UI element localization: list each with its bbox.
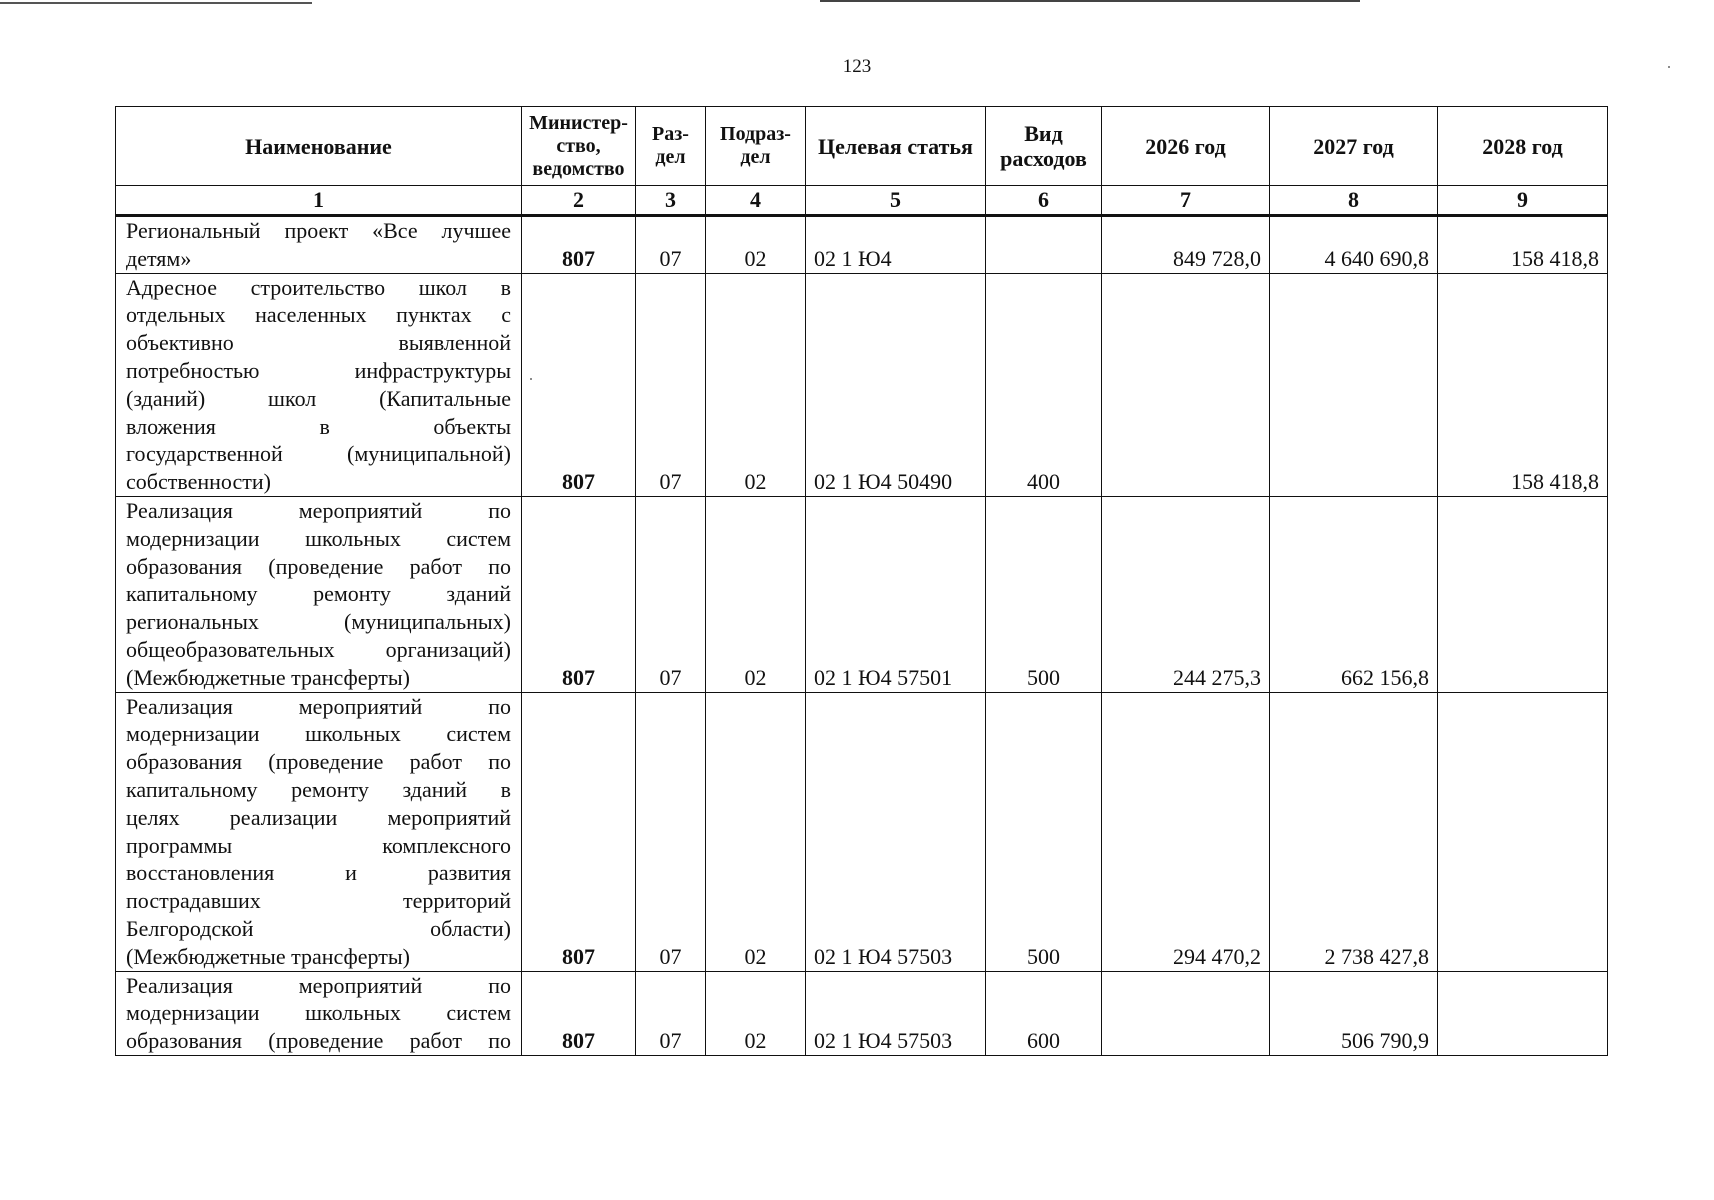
table-row bbox=[116, 692, 1608, 971]
cell-target-article: 02 1 Ю4 57503 bbox=[806, 971, 986, 1055]
cell-amount-2027: 506 790,9 bbox=[1270, 971, 1438, 1055]
name-line: объективно выявленной bbox=[126, 330, 511, 356]
cell-expense-type: 400 bbox=[986, 273, 1102, 496]
cell-expense-type: 500 bbox=[986, 496, 1102, 692]
name-line: (Межбюджетные трансферты) bbox=[126, 943, 410, 969]
name-line: Реализация мероприятий по bbox=[126, 497, 511, 523]
column-number: 4 bbox=[706, 186, 806, 216]
cell-amount-2026 bbox=[1102, 273, 1270, 496]
cell-subsection: 02 bbox=[706, 496, 806, 692]
name-line: общеобразовательных организаций) bbox=[126, 636, 511, 662]
name-line: капитальному ремонту зданий bbox=[126, 581, 511, 607]
cell-expense-type: 500 bbox=[986, 692, 1102, 971]
column-number: 8 bbox=[1270, 186, 1438, 216]
cell-amount-2027 bbox=[1270, 273, 1438, 496]
name-line: пострадавших территорий bbox=[126, 888, 511, 914]
cell-expense-type: 600 bbox=[986, 971, 1102, 1055]
header-ministry: Министер-ство, ведомство bbox=[522, 107, 636, 186]
cell-ministry: 807 bbox=[522, 692, 636, 971]
cell-amount-2028 bbox=[1438, 692, 1608, 971]
name-line: образования (проведение работ по bbox=[126, 749, 511, 775]
table-row bbox=[116, 273, 1608, 496]
name-line: детям» bbox=[126, 245, 192, 271]
cell-subsection: 02 bbox=[706, 971, 806, 1055]
cell-name bbox=[116, 216, 522, 274]
cell-subsection: 02 bbox=[706, 273, 806, 496]
header-subsection: Подраз-дел bbox=[706, 107, 806, 186]
table-row bbox=[116, 216, 1608, 274]
name-line: программы комплексного bbox=[126, 832, 511, 858]
name-line: Реализация мероприятий по bbox=[126, 693, 511, 719]
cell-subsection: 02 bbox=[706, 692, 806, 971]
name-line: модернизации школьных систем bbox=[126, 721, 511, 747]
cell-amount-2027: 662 156,8 bbox=[1270, 496, 1438, 692]
cell-subsection: 02 bbox=[706, 216, 806, 274]
cell-ministry: 807 bbox=[522, 273, 636, 496]
cell-target-article: 02 1 Ю4 bbox=[806, 216, 986, 274]
column-number-row bbox=[116, 186, 1608, 216]
cell-target-article: 02 1 Ю4 50490 bbox=[806, 273, 986, 496]
header-section: Раз-дел bbox=[636, 107, 706, 186]
cell-name bbox=[116, 692, 522, 971]
cell-amount-2026 bbox=[1102, 971, 1270, 1055]
cell-ministry: 807 bbox=[522, 496, 636, 692]
name-line: отдельных населенных пунктах с bbox=[126, 302, 511, 328]
cell-name bbox=[116, 273, 522, 496]
cell-section: 07 bbox=[636, 216, 706, 274]
cell-amount-2028 bbox=[1438, 496, 1608, 692]
name-line: целях реализации мероприятий bbox=[126, 804, 511, 830]
header-row bbox=[116, 107, 1608, 186]
cell-target-article: 02 1 Ю4 57501 bbox=[806, 496, 986, 692]
cell-amount-2027: 2 738 427,8 bbox=[1270, 692, 1438, 971]
name-line: (Межбюджетные трансферты) bbox=[126, 664, 410, 690]
name-line: восстановления и развития bbox=[126, 860, 511, 886]
scan-artifact-line bbox=[0, 2, 312, 4]
cell-amount-2028: 158 418,8 bbox=[1438, 273, 1608, 496]
name-line: Адресное строительство школ в bbox=[126, 274, 511, 300]
name-line: модернизации школьных систем bbox=[126, 525, 511, 551]
header-name: Наименование bbox=[116, 107, 522, 186]
header-year-2027: 2027 год bbox=[1270, 107, 1438, 186]
cell-section: 07 bbox=[636, 496, 706, 692]
cell-section: 07 bbox=[636, 971, 706, 1055]
header-target-article: Целевая статья bbox=[806, 107, 986, 186]
cell-amount-2028 bbox=[1438, 971, 1608, 1055]
cell-amount-2027: 4 640 690,8 bbox=[1270, 216, 1438, 274]
name-line: вложения в объекты bbox=[126, 413, 511, 439]
cell-ministry: 807 bbox=[522, 216, 636, 274]
column-number: 3 bbox=[636, 186, 706, 216]
column-number: 9 bbox=[1438, 186, 1608, 216]
name-line: модернизации школьных систем bbox=[126, 1000, 511, 1026]
cell-amount-2026: 849 728,0 bbox=[1102, 216, 1270, 274]
name-line: образования (проведение работ по bbox=[126, 1028, 511, 1054]
cell-target-article: 02 1 Ю4 57503 bbox=[806, 692, 986, 971]
column-number: 1 bbox=[116, 186, 522, 216]
name-line: образования (проведение работ по bbox=[126, 553, 511, 579]
column-number: 6 bbox=[986, 186, 1102, 216]
name-line: Реализация мероприятий по bbox=[126, 972, 511, 998]
name-line: государственной (муниципальной) bbox=[126, 441, 511, 467]
table-row bbox=[116, 496, 1608, 692]
header-year-2026: 2026 год bbox=[1102, 107, 1270, 186]
header-expense-type: Вид расходов bbox=[986, 107, 1102, 186]
cell-name bbox=[116, 971, 522, 1055]
column-number: 5 bbox=[806, 186, 986, 216]
scan-artifact-line bbox=[820, 0, 1360, 2]
header-year-2028: 2028 год bbox=[1438, 107, 1608, 186]
name-line: собственности) bbox=[126, 469, 271, 495]
name-line: потребностью инфраструктуры bbox=[126, 357, 511, 383]
name-line: региональных (муниципальных) bbox=[126, 609, 511, 635]
cell-amount-2026: 294 470,2 bbox=[1102, 692, 1270, 971]
name-line: Белгородской области) bbox=[126, 915, 511, 941]
table-row bbox=[116, 971, 1608, 1055]
cell-section: 07 bbox=[636, 692, 706, 971]
cell-section: 07 bbox=[636, 273, 706, 496]
name-line: капитальному ремонту зданий в bbox=[126, 776, 511, 802]
cell-amount-2028: 158 418,8 bbox=[1438, 216, 1608, 274]
name-line: (зданий) школ (Капитальные bbox=[126, 385, 511, 411]
column-number: 7 bbox=[1102, 186, 1270, 216]
cell-name bbox=[116, 496, 522, 692]
page-number: 123 bbox=[842, 56, 872, 77]
cell-amount-2026: 244 275,3 bbox=[1102, 496, 1270, 692]
name-line: Региональный проект «Все лучшее bbox=[126, 218, 511, 243]
cell-ministry: 807 bbox=[522, 971, 636, 1055]
column-number: 2 bbox=[522, 186, 636, 216]
budget-table bbox=[115, 106, 1608, 1056]
cell-expense-type bbox=[986, 216, 1102, 274]
